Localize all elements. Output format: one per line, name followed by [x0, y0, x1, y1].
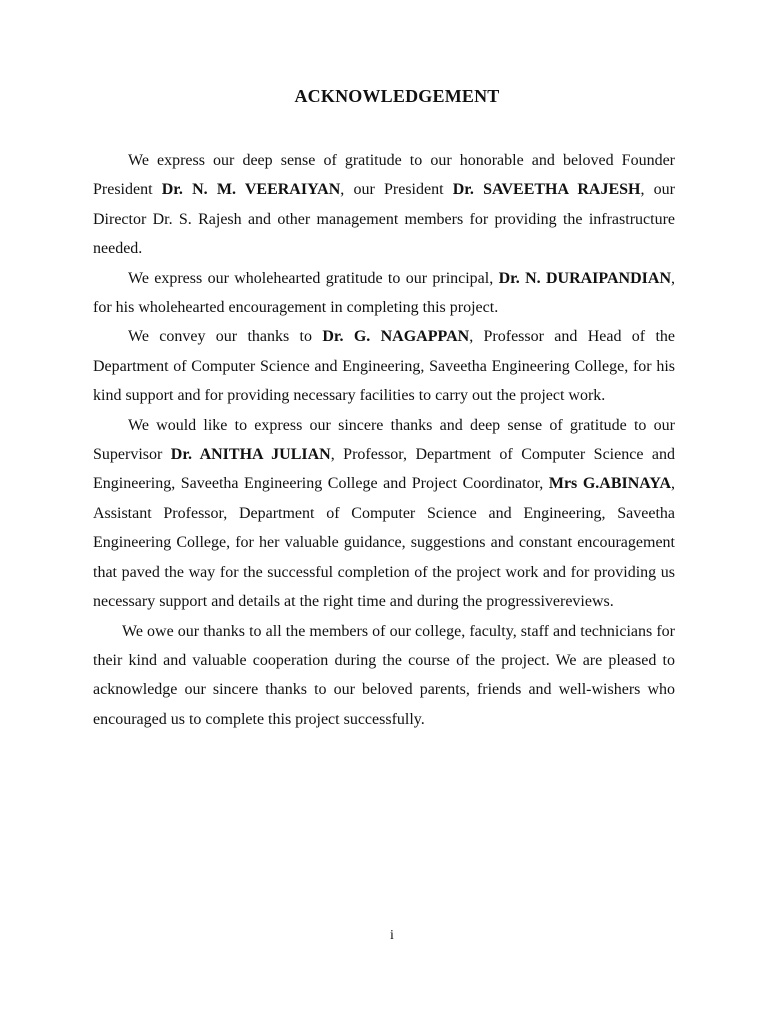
paragraph-text: , our Director Dr. S. Rajesh and other management members for providing the infrastructure needed. — [93, 181, 675, 258]
paragraph-text: We would like to express our sincere thanks and deep sense of gratitude to our Supervisor — [93, 416, 675, 464]
president-name: Dr. SAVEETHA RAJESH — [452, 181, 641, 199]
paragraph-text: , for his wholehearted encouragement in completing this project. — [93, 269, 675, 317]
paragraph-text: , Professor and Head of the Department of Computer Science and Engineering, Saveetha Engineering College, for his kind support and for providing necessary facilities to carry out the project work. — [93, 328, 675, 405]
paragraph-text: , our President — [340, 181, 453, 199]
paragraph-text: We convey our thanks to — [128, 328, 323, 346]
page-number: i — [390, 928, 394, 943]
founder-name: Dr. N. M. VEERAIYAN — [161, 181, 341, 199]
page-title: ACKNOWLEDGEMENT — [294, 86, 500, 106]
paragraph-text: , Assistant Professor, Department of Computer Science and Engineering, Saveetha Engineering College, for her valuable guidance, suggestions and constant encouragement that paved the way for the successful completion of the project work and for providing us necessary support and details at the right time and during the progressivereviews. — [93, 475, 675, 611]
paragraph-principal — [93, 264, 675, 323]
paragraph-text: We express our wholehearted gratitude to our principal, — [128, 269, 499, 287]
paragraph-supervisor — [93, 411, 675, 617]
paragraph-founders — [93, 146, 675, 264]
acknowledgement-body — [93, 146, 675, 734]
paragraph-faculty — [93, 617, 675, 735]
coordinator-name: Mrs G.ABINAYA — [548, 475, 671, 493]
supervisor-name: Dr. ANITHA JULIAN — [170, 446, 331, 464]
paragraph-text: We owe our thanks to all the members of our college, faculty, staff and technicians for their kind and valuable cooperation during the course of the project. We are pleased to acknowledge our sincere thanks to our beloved parents, friends and well-wishers who encouraged us to complete this project successfully. — [93, 622, 675, 728]
hod-name: Dr. G. NAGAPPAN — [322, 328, 470, 346]
paragraph-text: , Professor, Department of Computer Science and Engineering, Saveetha Engineering College and Project Coordinator, — [93, 446, 675, 493]
principal-name: Dr. N. DURAIPANDIAN — [498, 269, 671, 287]
paragraph-text: We express our deep sense of gratitude to our honorable and beloved Founder President — [93, 152, 675, 199]
paragraph-hod — [93, 322, 675, 410]
